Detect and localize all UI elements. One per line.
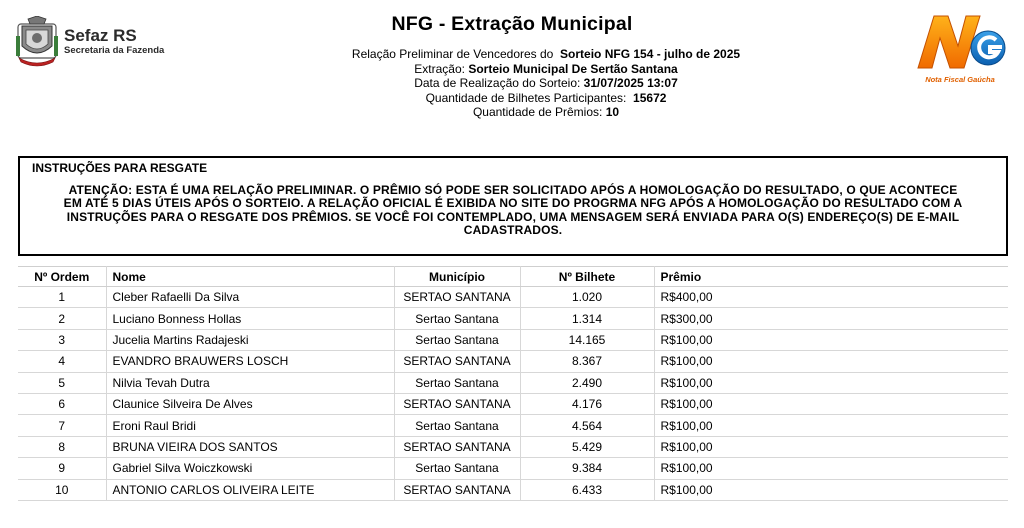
- cell-premio: R$100,00: [654, 436, 1008, 457]
- cell-nome: Claunice Silveira De Alves: [106, 393, 394, 414]
- col-header-nome: Nome: [106, 267, 394, 287]
- table-row: [18, 479, 1008, 500]
- cell-premio: R$100,00: [654, 415, 1008, 436]
- cell-municipio: SERTAO SANTANA: [394, 351, 520, 372]
- info-relacao: [0, 47, 1024, 62]
- cell-nome: ANTONIO CARLOS OLIVEIRA LEITE: [106, 479, 394, 500]
- cell-municipio: Sertao Santana: [394, 372, 520, 393]
- cell-nome: Luciano Bonness Hollas: [106, 308, 394, 329]
- cell-municipio: SERTAO SANTANA: [394, 287, 520, 308]
- cell-bilhete: 14.165: [520, 329, 654, 350]
- cell-premio: R$400,00: [654, 287, 1008, 308]
- cell-ordem: 1: [18, 287, 106, 308]
- col-header-ordem: Nº Ordem: [18, 267, 106, 287]
- cell-premio: R$100,00: [654, 372, 1008, 393]
- cell-premio: R$100,00: [654, 393, 1008, 414]
- extracao-label: Extração:: [414, 61, 465, 76]
- info-data: [0, 76, 1024, 91]
- cell-bilhete: 1.020: [520, 287, 654, 308]
- cell-municipio: Sertao Santana: [394, 415, 520, 436]
- cell-nome: Gabriel Silva Woiczkowski: [106, 458, 394, 479]
- info-premios: [0, 105, 1024, 120]
- cell-municipio: SERTAO SANTANA: [394, 436, 520, 457]
- table-row: [18, 351, 1008, 372]
- instructions-line: CADASTRADOS.: [463, 223, 563, 238]
- cell-premio: R$100,00: [654, 329, 1008, 350]
- instructions-text: [30, 184, 996, 238]
- cell-premio: R$100,00: [654, 458, 1008, 479]
- instructions-line: EM ATÉ 5 DIAS ÚTEIS APÓS O SORTEIO. A RELAÇÃO OFICIAL É EXIBIDA NO SITE DO PROGRMA NFG APÓS A HOMOLOGAÇÃO DO RESULTADO COM A: [63, 196, 963, 211]
- cell-ordem: 3: [18, 329, 106, 350]
- extracao-value: Sorteio Municipal De Sertão Santana: [468, 61, 678, 76]
- cell-municipio: SERTAO SANTANA: [394, 393, 520, 414]
- cell-nome: Eroni Raul Bridi: [106, 415, 394, 436]
- cell-premio: R$100,00: [654, 351, 1008, 372]
- relacao-value: Sorteio NFG 154 - julho de 2025: [560, 47, 741, 61]
- cell-bilhete: 4.564: [520, 415, 654, 436]
- cell-nome: Cleber Rafaelli Da Silva: [106, 287, 394, 308]
- cell-bilhete: 2.490: [520, 372, 654, 393]
- draw-info: [0, 47, 1024, 120]
- cell-bilhete: 9.384: [520, 458, 654, 479]
- col-header-bilhete: Nº Bilhete: [520, 267, 654, 287]
- premios-value: 10: [605, 105, 620, 120]
- page-title: NFG - Extração Municipal: [391, 13, 633, 35]
- cell-municipio: Sertao Santana: [394, 308, 520, 329]
- cell-bilhete: 8.367: [520, 351, 654, 372]
- instructions-line: ATENÇÃO: ESTA É UMA RELAÇÃO PRELIMINAR. O PRÊMIO SÓ PODE SER SOLICITADO APÓS A HOMOLOGAÇÃO DO RESULTADO, O QUE ACONTECE: [68, 183, 958, 197]
- winners-table: [18, 266, 1008, 501]
- table-row: [18, 372, 1008, 393]
- cell-ordem: 9: [18, 458, 106, 479]
- cell-nome: Jucelia Martins Radajeski: [106, 329, 394, 350]
- instructions-box: [18, 156, 1008, 256]
- info-bilhetes: [0, 91, 1024, 106]
- cell-bilhete: 5.429: [520, 436, 654, 457]
- table-row: [18, 436, 1008, 457]
- cell-premio: R$300,00: [654, 308, 1008, 329]
- cell-municipio: Sertao Santana: [394, 329, 520, 350]
- premios-label: Quantidade de Prêmios:: [472, 105, 603, 120]
- table-header-row: [18, 267, 1008, 287]
- cell-municipio: SERTAO SANTANA: [394, 479, 520, 500]
- cell-ordem: 2: [18, 308, 106, 329]
- cell-ordem: 4: [18, 351, 106, 372]
- cell-bilhete: 4.176: [520, 393, 654, 414]
- col-header-municipio: Município: [394, 267, 520, 287]
- logo-subtitle: Secretaria da Fazenda: [64, 45, 165, 56]
- data-label: Data de Realização do Sorteio:: [414, 76, 581, 91]
- instructions-title: INSTRUÇÕES PARA RESGATE: [32, 161, 208, 175]
- table-row: [18, 287, 1008, 308]
- cell-bilhete: 6.433: [520, 479, 654, 500]
- col-header-premio: Prêmio: [654, 267, 1008, 287]
- table-row: [18, 415, 1008, 436]
- cell-nome: BRUNA VIEIRA DOS SANTOS: [106, 436, 394, 457]
- cell-municipio: Sertao Santana: [394, 458, 520, 479]
- cell-nome: EVANDRO BRAUWERS LOSCH: [106, 351, 394, 372]
- cell-bilhete: 1.314: [520, 308, 654, 329]
- table-row: [18, 393, 1008, 414]
- data-value: 31/07/2025 13:07: [583, 76, 678, 91]
- info-extracao: [0, 62, 1024, 77]
- nfg-logo-caption: Nota Fiscal Gaúcha: [925, 75, 995, 84]
- table-row: [18, 329, 1008, 350]
- table-row: [18, 458, 1008, 479]
- cell-ordem: 7: [18, 415, 106, 436]
- cell-ordem: 6: [18, 393, 106, 414]
- cell-nome: Nilvia Tevah Dutra: [106, 372, 394, 393]
- instructions-line: INSTRUÇÕES PARA O RESGATE DOS PRÊMIOS. SE VOCÊ FOI CONTEMPLADO, UMA MENSAGEM SERÁ ENVIADA PARA O(S) ENDEREÇO(S) DE E-MAIL: [66, 209, 960, 224]
- bilhetes-value: 15672: [633, 90, 667, 105]
- cell-ordem: 5: [18, 372, 106, 393]
- cell-premio: R$100,00: [654, 479, 1008, 500]
- cell-ordem: 8: [18, 436, 106, 457]
- cell-ordem: 10: [18, 479, 106, 500]
- bilhetes-label: Quantidade de Bilhetes Participantes:: [425, 90, 627, 105]
- table-row: [18, 308, 1008, 329]
- logo-title: Sefaz RS: [64, 26, 137, 45]
- relacao-label: Relação Preliminar de Vencedores do: [351, 47, 554, 61]
